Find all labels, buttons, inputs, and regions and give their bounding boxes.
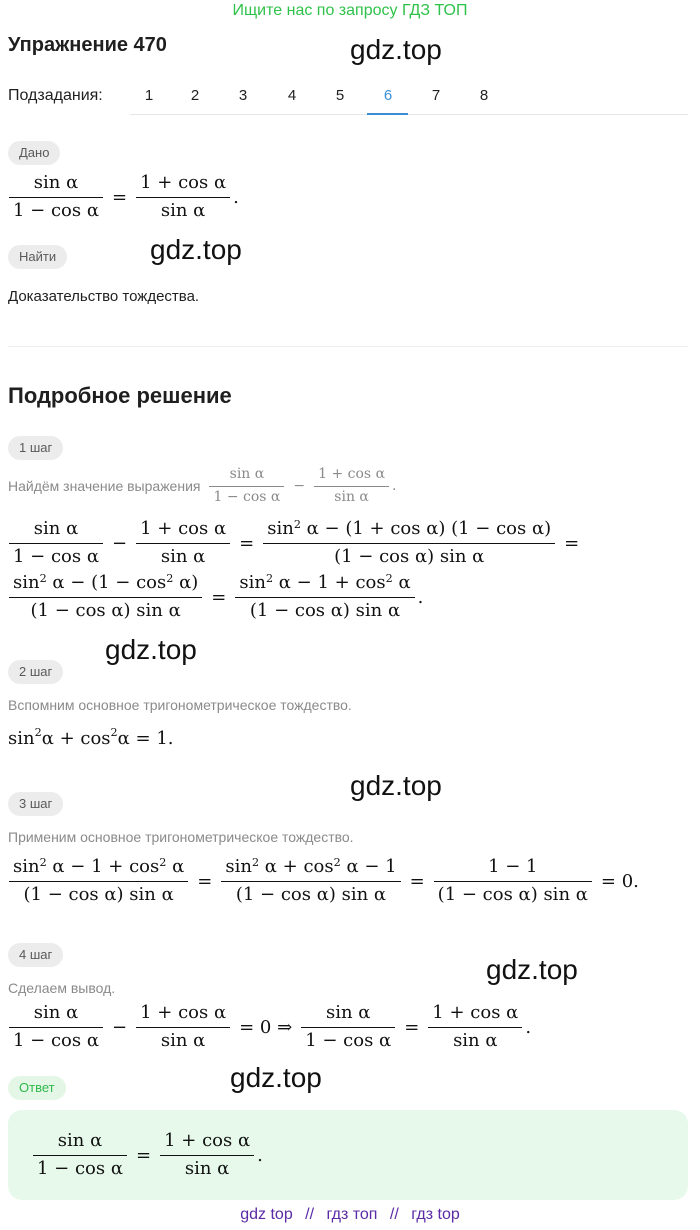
step-1-formula-row-1: $\frac{\text{sin α}}{\text{1 − cos α}}$ − $\frac{\text{1 + cos α}}{\text{sin α}}$ = $\frac{\sin^2 \alpha - (1 + \cos \alpha) (1 - \cos \alpha)}{\text{(1 − cos α) sin α}}$ = (6, 518, 585, 568)
watermark: gdz.top (230, 1062, 322, 1093)
step-1-formula-row-2: $\frac{\sin^2 \alpha - (1 - \cos^2 \alpha)}{\text{(1 − cos α) sin α}}$ = $\frac{\sin^2 \alpha - 1 + \cos^2 \alpha}{\text{(1 − cos α) sin α}}$ . (6, 572, 423, 622)
step-4-description: Сделаем вывод. (8, 980, 116, 996)
given-badge: Дано (8, 141, 60, 165)
active-tab-indicator (367, 113, 408, 115)
subtask-tab-3[interactable]: 3 (238, 87, 248, 104)
answer-badge: Ответ (8, 1076, 66, 1100)
step-1-badge: 1 шаг (8, 436, 63, 460)
watermark: gdz.top (150, 234, 242, 265)
section-divider (8, 346, 688, 347)
subtask-tab-1[interactable]: 1 (144, 87, 154, 104)
given-formula: $\frac{\text{sin α}}{\text{1 − cos α}}$ = $\frac{\text{1 + cos α}}{\text{sin α}}$ . (6, 172, 239, 222)
footer-links (0, 1206, 700, 1224)
step-4-formula: $\frac{\text{sin α}}{\text{1 − cos α}}$ − $\frac{\text{1 + cos α}}{\text{sin α}}$ = 0 ⇒ $\frac{\text{sin α}}{\text{1 − cos α}}$ = $\frac{\text{1 + cos α}}{\text{sin α}}$ . (6, 1002, 531, 1052)
footer-link[interactable]: гдз top (411, 1206, 460, 1223)
promo-banner[interactable]: Ищите нас по запросу ГДЗ ТОП (232, 2, 468, 19)
step-4-badge: 4 шаг (8, 943, 63, 967)
step-1-description: Найдём значение выражения $\frac{\text{sin α}}{\text{1 − cos α}}$ − $\frac{\text{1 + cos α}}{\text{sin α}}$ . (8, 466, 397, 505)
subtask-tab-8[interactable]: 8 (479, 87, 489, 104)
step-2-badge: 2 шаг (8, 660, 63, 684)
watermark: gdz.top (350, 34, 442, 65)
page-title: Упражнение 470 (8, 34, 167, 56)
footer-separator: // (305, 1206, 315, 1223)
subtasks-label: Подзадания: (8, 87, 103, 104)
subtask-tab-2[interactable]: 2 (190, 87, 200, 104)
step-2-description: Вспомним основное тригонометрическое тождество. (8, 697, 352, 713)
find-badge: Найти (8, 245, 67, 269)
subtask-tab-6[interactable]: 6 (383, 87, 393, 104)
subtask-tab-5[interactable]: 5 (335, 87, 345, 104)
footer-link[interactable]: gdz top (240, 1206, 293, 1223)
subtask-tab-7[interactable]: 7 (431, 87, 441, 104)
watermark: gdz.top (486, 954, 578, 985)
step-3-formula: $\frac{\sin^2 \alpha - 1 + \cos^2 \alpha}{\text{(1 − cos α) sin α}}$ = $\frac{\sin^2 \alpha + \cos^2 \alpha - 1}{\text{(1 − cos α) sin α}}$ = $\frac{1 - 1}{\text{(1 − cos α) sin α}}$ = 0. (6, 856, 645, 906)
watermark: gdz.top (350, 770, 442, 801)
subtask-tab-4[interactable]: 4 (287, 87, 297, 104)
step-3-badge: 3 шаг (8, 792, 63, 816)
find-text: Доказательство тождества. (8, 288, 200, 305)
step-2-formula: sin $^2$ α + cos $^2$ α = 1. (8, 726, 174, 749)
subtasks-divider (130, 114, 688, 115)
footer-link[interactable]: гдз топ (326, 1206, 378, 1223)
answer-formula: $\frac{\text{sin α}}{\text{1 − cos α}}$ = $\frac{\text{1 + cos α}}{\text{sin α}}$ . (30, 1130, 263, 1180)
footer-separator: // (389, 1206, 399, 1223)
step-3-description: Применим основное тригонометрическое тождество. (8, 829, 354, 845)
solution-heading: Подробное решение (8, 383, 232, 408)
watermark: gdz.top (105, 634, 197, 665)
